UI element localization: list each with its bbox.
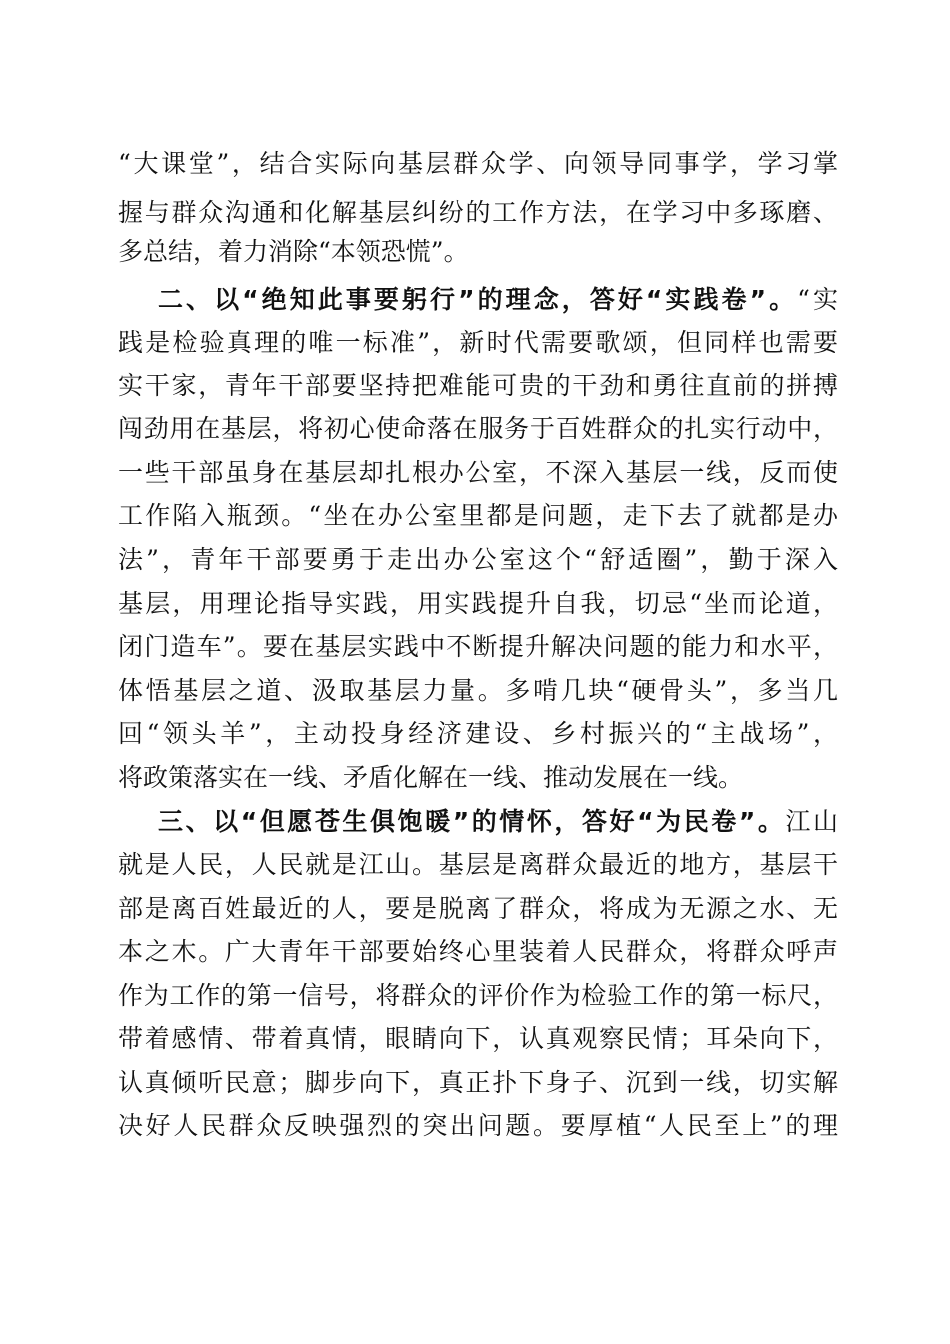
paragraph-line: 握与群众沟通和化解基层纠纷的工作方法，在学习中多琢磨、 <box>118 198 838 227</box>
paragraph-line: “大课堂”，结合实际向基层群众学、向领导同事学，学习掌 <box>118 149 838 178</box>
paragraph-line: 多总结，着力消除“本领恐慌”。 <box>118 237 469 266</box>
paragraph-text: “实 <box>797 285 838 314</box>
paragraph-line: 将政策落实在一线、矛盾化解在一线、推动发展在一线。 <box>118 763 744 792</box>
paragraph-line: 法”，青年干部要勇于走出办公室这个“舒适圈”，勤于深入 <box>118 545 838 574</box>
paragraph-line: 本之木。广大青年干部要始终心里装着人民群众，将群众呼声 <box>118 937 838 966</box>
paragraph-line: 闭门造车”。要在基层实践中不断提升解决问题的能力和水平， <box>118 632 838 661</box>
paragraph-line: 体悟基层之道、汲取基层力量。多啃几块“硬骨头”，多当几 <box>118 676 838 705</box>
section-heading: 三、以“但愿苍生俱饱暖”的情怀，答好“为民卷”。 <box>158 807 786 836</box>
paragraph-line: 基层，用理论指导实践，用实践提升自我，切忌“坐而论道， <box>118 589 838 618</box>
paragraph-line: 就是人民，人民就是江山。基层是离群众最近的地方，基层干 <box>118 850 838 879</box>
section-heading-line <box>158 802 838 842</box>
paragraph-line: 作为工作的第一信号，将群众的评价作为检验工作的第一标尺， <box>118 981 838 1010</box>
paragraph-line: 实干家，青年干部要坚持把难能可贵的干劲和勇往直前的拼搏 <box>118 371 838 400</box>
paragraph-line: 部是离百姓最近的人，要是脱离了群众，将成为无源之水、无 <box>118 894 838 923</box>
paragraph-text: 江山 <box>785 807 838 836</box>
paragraph-line: 践是检验真理的唯一标准”，新时代需要歌颂，但同样也需要 <box>118 328 838 357</box>
section-heading-line <box>158 280 838 320</box>
section-heading: 二、以“绝知此事要躬行”的理念，答好“实践卷”。 <box>158 285 798 314</box>
paragraph-line: 闯劲用在基层，将初心使命落在服务于百姓群众的扎实行动中， <box>118 414 838 443</box>
paragraph-line: 认真倾听民意；脚步向下，真正扑下身子、沉到一线，切实解 <box>118 1068 838 1097</box>
paragraph-line: 带着感情、带着真情，眼睛向下，认真观察民情；耳朵向下， <box>118 1024 838 1053</box>
paragraph-line: 工作陷入瓶颈。“坐在办公室里都是问题，走下去了就都是办 <box>118 501 838 530</box>
paragraph-line: 回“领头羊”，主动投身经济建设、乡村振兴的“主战场”， <box>118 719 838 748</box>
paragraph-line: 一些干部虽身在基层却扎根办公室，不深入基层一线，反而使 <box>118 458 838 487</box>
paragraph-line: 决好人民群众反映强烈的突出问题。要厚植“人民至上”的理 <box>118 1111 838 1140</box>
